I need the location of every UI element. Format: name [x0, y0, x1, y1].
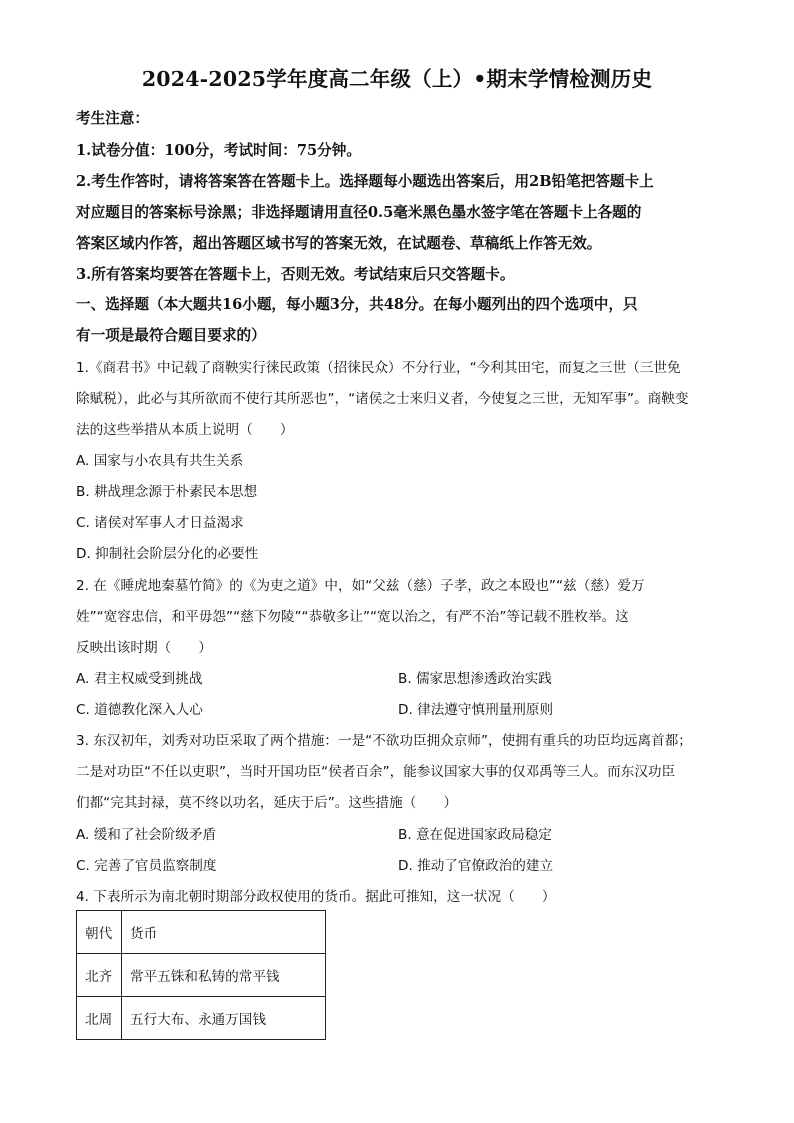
q3-option-c[interactable]: C. 完善了官员监察制度	[76, 858, 217, 874]
q1-stem: 1.《商君书》中记载了商鞅实行徕民政策（招徕民众）不分行业，“今利其田宅，而复之三世（三世免	[76, 360, 681, 376]
q1-stem: 法的这些举措从本质上说明（ ）	[76, 422, 294, 438]
notice-item-1: 1.试卷分值：100分，考试时间：75分钟。	[76, 142, 361, 159]
table-header-dynasty: 朝代	[77, 911, 122, 954]
q1-option-c[interactable]: C. 诸侯对军事人才日益渴求	[76, 515, 244, 531]
table-cell-dynasty: 北周	[77, 997, 122, 1040]
q3-option-d[interactable]: D. 推动了官僚政治的建立	[398, 858, 554, 874]
q2-stem: 姓”“宽容忠信，和平毋怨”“慈下勿陵”“恭敬多让”“宽以治之，有严不治”等记载不胜枚举。这	[76, 609, 629, 625]
notice-item-3: 3.所有答案均要答在答题卡上，否则无效。考试结束后只交答题卡。	[76, 266, 515, 283]
q3-stem: 3. 东汉初年，刘秀对功臣采取了两个措施：一是“不欲功臣拥众京师”，使拥有重兵的功臣均远离首都；	[76, 733, 692, 749]
section-heading: 一、选择题（本大题共16小题，每小题3分，共48分。在每小题列出的四个选项中，只	[76, 296, 638, 313]
notice-item-2-cont: 对应题目的答案标号涂黑；非选择题请用直径0.5毫米黑色墨水签字笔在答题卡上各题的	[76, 204, 642, 221]
table-header-currency: 货币	[122, 911, 326, 954]
q3-stem: 们都“完其封禄，莫不终以功名，延庆于后”。这些措施（ ）	[76, 795, 458, 811]
notice-item-2-cont: 答案区域内作答，超出答题区域书写的答案无效，在试题卷、草稿纸上作答无效。	[76, 235, 602, 252]
q2-stem: 反映出该时期（ ）	[76, 640, 212, 656]
q2-option-b[interactable]: B. 儒家思想渗透政治实践	[398, 671, 552, 687]
q1-option-d[interactable]: D. 抑制社会阶层分化的必要性	[76, 546, 259, 562]
q4-stem: 4. 下表所示为南北朝时期部分政权使用的货币。据此可推知，这一状况（ ）	[76, 889, 556, 905]
q2-option-a[interactable]: A. 君主权威受到挑战	[76, 671, 203, 687]
section-heading-cont: 有一项是最符合题目要求的）	[76, 327, 266, 344]
q2-stem: 2. 在《睡虎地秦墓竹简》的《为吏之道》中，如“父兹（慈）子孝，政之本殴也”“兹（慈）爱万	[76, 578, 645, 594]
notice-heading: 考生注意：	[76, 110, 149, 127]
table-cell-currency: 常平五铢和私铸的常平钱	[122, 954, 326, 997]
q3-option-b[interactable]: B. 意在促进国家政局稳定	[398, 827, 552, 843]
table-header-row	[77, 911, 326, 954]
currency-table	[76, 910, 326, 1040]
q2-option-c[interactable]: C. 道德教化深入人心	[76, 702, 203, 718]
q3-option-a[interactable]: A. 缓和了社会阶级矛盾	[76, 827, 217, 843]
table-cell-dynasty: 北齐	[77, 954, 122, 997]
q2-option-d[interactable]: D. 律法遵守慎刑量刑原则	[398, 702, 554, 718]
q1-stem: 除赋税），此必与其所欲而不使行其所恶也”，“诸侯之士来归义者，今使复之三世，无知军事”。商鞅变	[76, 391, 689, 407]
q3-stem: 二是对功臣“不任以吏职”，当时开国功臣“侯者百余”，能参议国家大事的仅邓禹等三人。而东汉功臣	[76, 764, 676, 780]
table-row	[77, 954, 326, 997]
table-row	[77, 997, 326, 1040]
q1-option-b[interactable]: B. 耕战理念源于朴素民本思想	[76, 484, 258, 500]
page-title: 2024-2025学年度高二年级（上）•期末学情检测历史	[141, 67, 653, 91]
notice-item-2: 2.考生作答时，请将答案答在答题卡上。选择题每小题选出答案后，用2B铅笔把答题卡上	[76, 173, 654, 190]
table-cell-currency: 五行大布、永通万国钱	[122, 997, 326, 1040]
q1-option-a[interactable]: A. 国家与小农具有共生关系	[76, 453, 244, 469]
